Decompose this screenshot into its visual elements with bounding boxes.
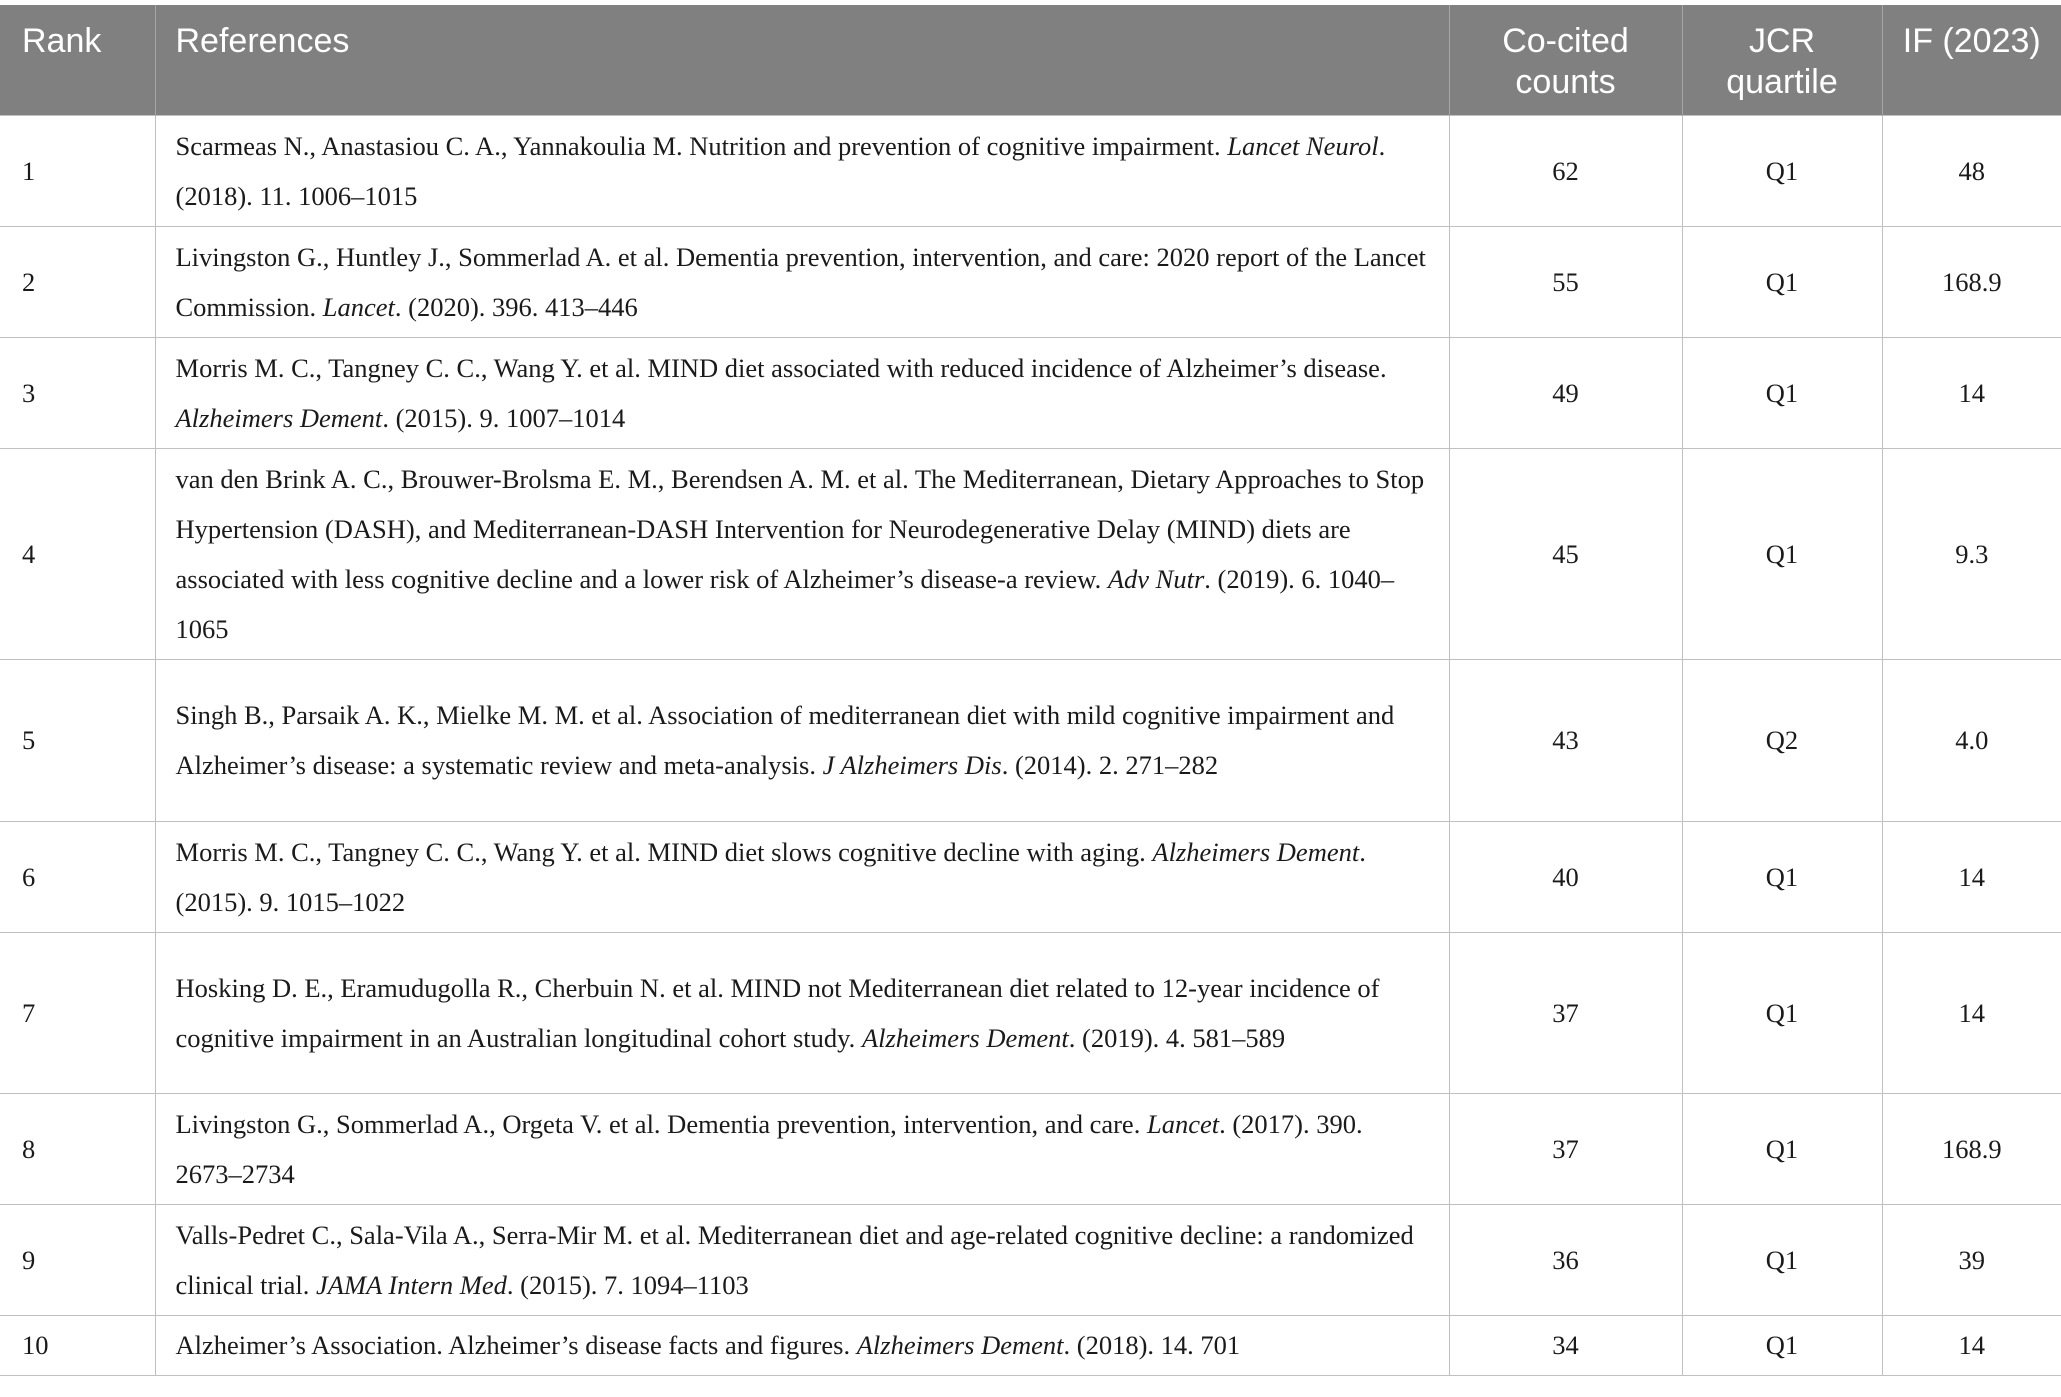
reference-details: . (2019). 4. 581–589 — [1068, 1022, 1286, 1053]
reference-text: Singh B., Parsaik A. K., Mielke M. M. et al. Association of mediterranean diet with mild cognitive impairment and Alzheimer’s disease: a systematic review and meta-analysis. — [175, 700, 1395, 780]
reference-text: Livingston G., Sommerlad A., Orgeta V. et al. Dementia prevention, intervention, and care. — [175, 1108, 1147, 1139]
co-cited-count-cell: 34 — [1449, 1315, 1682, 1375]
header-co-cited-counts: Co-cited counts — [1449, 5, 1682, 115]
header-rank: Rank — [0, 5, 155, 115]
table-row — [0, 226, 2061, 337]
table-row — [0, 337, 2061, 448]
rank-cell: 8 — [0, 1093, 155, 1204]
reference-text: van den Brink A. C., Brouwer-Brolsma E. M., Berendsen A. M. et al. The Mediterranean, Dietary Approaches to Stop Hypertension (DASH), and Mediterranean-DASH Intervention for Neurodegenerative Delay (MIND) diets are associated with less cognitive decline and a lower risk of Alzheimer’s disease-a review. — [175, 463, 1425, 594]
jcr-quartile-cell: Q1 — [1682, 1204, 1882, 1315]
impact-factor-cell: 168.9 — [1882, 226, 2061, 337]
reference-cell — [155, 659, 1449, 821]
reference-text: Morris M. C., Tangney C. C., Wang Y. et al. MIND diet associated with reduced incidence of Alzheimer’s disease. — [175, 352, 1387, 383]
reference-details: . (2015). 7. 1094–1103 — [506, 1269, 749, 1300]
journal-name: Lancet — [1146, 1108, 1220, 1139]
reference-cell — [155, 226, 1449, 337]
reference-details: . (2015). 9. 1007–1014 — [382, 402, 626, 433]
header-jcr-quartile: JCR quartile — [1682, 5, 1882, 115]
impact-factor-cell: 14 — [1882, 932, 2061, 1093]
header-references: References — [155, 5, 1449, 115]
jcr-quartile-cell: Q1 — [1682, 226, 1882, 337]
reference-text: Alzheimer’s Association. Alzheimer’s disease facts and figures. — [175, 1330, 857, 1360]
rank-cell: 9 — [0, 1204, 155, 1315]
reference-details: . (2017). 390. 2673–2734 — [175, 1108, 1363, 1189]
reference-cell — [155, 1204, 1449, 1315]
jcr-quartile-cell: Q1 — [1682, 821, 1882, 932]
rank-cell: 1 — [0, 115, 155, 226]
reference-cell — [155, 1315, 1449, 1375]
co-cited-count-cell: 49 — [1449, 337, 1682, 448]
table-row — [0, 1315, 2061, 1375]
reference-details: . (2018). 14. 701 — [1063, 1330, 1241, 1360]
reference-text: Livingston G., Huntley J., Sommerlad A. et al. Dementia prevention, intervention, and care: 2020 report of the Lancet Commission. — [175, 241, 1426, 322]
reference-details: . (2018). 11. 1006–1015 — [175, 130, 1386, 211]
table-row — [0, 1093, 2061, 1204]
impact-factor-cell: 14 — [1882, 821, 2061, 932]
journal-name: JAMA Intern Med — [316, 1269, 507, 1300]
reference-text: Valls-Pedret C., Sala-Vila A., Serra-Mir M. et al. Mediterranean diet and age-related cognitive decline: a randomized clinical trial. — [175, 1219, 1414, 1300]
reference-text: Scarmeas N., Anastasiou C. A., Yannakoulia M. Nutrition and prevention of cognitive impairment. — [175, 130, 1228, 161]
impact-factor-cell: 48 — [1882, 115, 2061, 226]
journal-name: Alzheimers Dement — [861, 1022, 1069, 1053]
reference-cell — [155, 932, 1449, 1093]
table-row — [0, 659, 2061, 821]
co-cited-count-cell: 40 — [1449, 821, 1682, 932]
reference-cell — [155, 821, 1449, 932]
jcr-quartile-cell: Q1 — [1682, 337, 1882, 448]
rank-cell: 5 — [0, 659, 155, 821]
jcr-quartile-cell: Q2 — [1682, 659, 1882, 821]
rank-cell: 7 — [0, 932, 155, 1093]
reference-cell — [155, 1093, 1449, 1204]
co-cited-count-cell: 62 — [1449, 115, 1682, 226]
journal-name: Alzheimers Dement — [175, 402, 383, 433]
rank-cell: 4 — [0, 448, 155, 659]
co-cited-count-cell: 55 — [1449, 226, 1682, 337]
co-cited-count-cell: 43 — [1449, 659, 1682, 821]
co-cited-count-cell: 36 — [1449, 1204, 1682, 1315]
reference-details: . (2020). 396. 413–446 — [394, 291, 638, 322]
co-cited-count-cell: 45 — [1449, 448, 1682, 659]
table-row — [0, 821, 2061, 932]
rank-cell: 10 — [0, 1315, 155, 1375]
rank-cell: 2 — [0, 226, 155, 337]
journal-name: Lancet — [322, 291, 395, 322]
impact-factor-cell: 9.3 — [1882, 448, 2061, 659]
impact-factor-cell: 14 — [1882, 1315, 2061, 1375]
impact-factor-cell: 14 — [1882, 337, 2061, 448]
table-row — [0, 932, 2061, 1093]
rank-cell: 3 — [0, 337, 155, 448]
journal-name: Lancet Neurol — [1227, 130, 1379, 161]
header-row — [0, 5, 2061, 115]
jcr-quartile-cell: Q1 — [1682, 1093, 1882, 1204]
co-cited-count-cell: 37 — [1449, 1093, 1682, 1204]
co-cited-references-table — [0, 5, 2061, 1376]
rank-cell: 6 — [0, 821, 155, 932]
header-if-2023: IF (2023) — [1882, 5, 2061, 115]
impact-factor-cell: 4.0 — [1882, 659, 2061, 821]
impact-factor-cell: 39 — [1882, 1204, 2061, 1315]
jcr-quartile-cell: Q1 — [1682, 932, 1882, 1093]
co-cited-count-cell: 37 — [1449, 932, 1682, 1093]
reference-details: . (2019). 6. 1040–1065 — [175, 563, 1395, 644]
journal-name: Alzheimers Dement — [856, 1330, 1064, 1360]
table-row — [0, 115, 2061, 226]
table-row — [0, 1204, 2061, 1315]
reference-cell — [155, 337, 1449, 448]
jcr-quartile-cell: Q1 — [1682, 448, 1882, 659]
journal-name: J Alzheimers Dis — [822, 750, 1002, 780]
reference-text: Hosking D. E., Eramudugolla R., Cherbuin N. et al. MIND not Mediterranean diet related to 12-year incidence of cognitive impairment in an Australian longitudinal cohort study. — [175, 972, 1380, 1053]
journal-name: Adv Nutr — [1107, 563, 1205, 594]
reference-cell — [155, 448, 1449, 659]
reference-cell — [155, 115, 1449, 226]
reference-details: . (2014). 2. 271–282 — [1001, 750, 1219, 780]
table-body — [0, 115, 2061, 1375]
table-header — [0, 5, 2061, 115]
reference-text: Morris M. C., Tangney C. C., Wang Y. et al. MIND diet slows cognitive decline with aging. — [175, 836, 1153, 867]
journal-name: Alzheimers Dement — [1152, 836, 1360, 867]
jcr-quartile-cell: Q1 — [1682, 1315, 1882, 1375]
impact-factor-cell: 168.9 — [1882, 1093, 2061, 1204]
table-row — [0, 448, 2061, 659]
jcr-quartile-cell: Q1 — [1682, 115, 1882, 226]
reference-details: . (2015). 9. 1015–1022 — [175, 836, 1366, 917]
